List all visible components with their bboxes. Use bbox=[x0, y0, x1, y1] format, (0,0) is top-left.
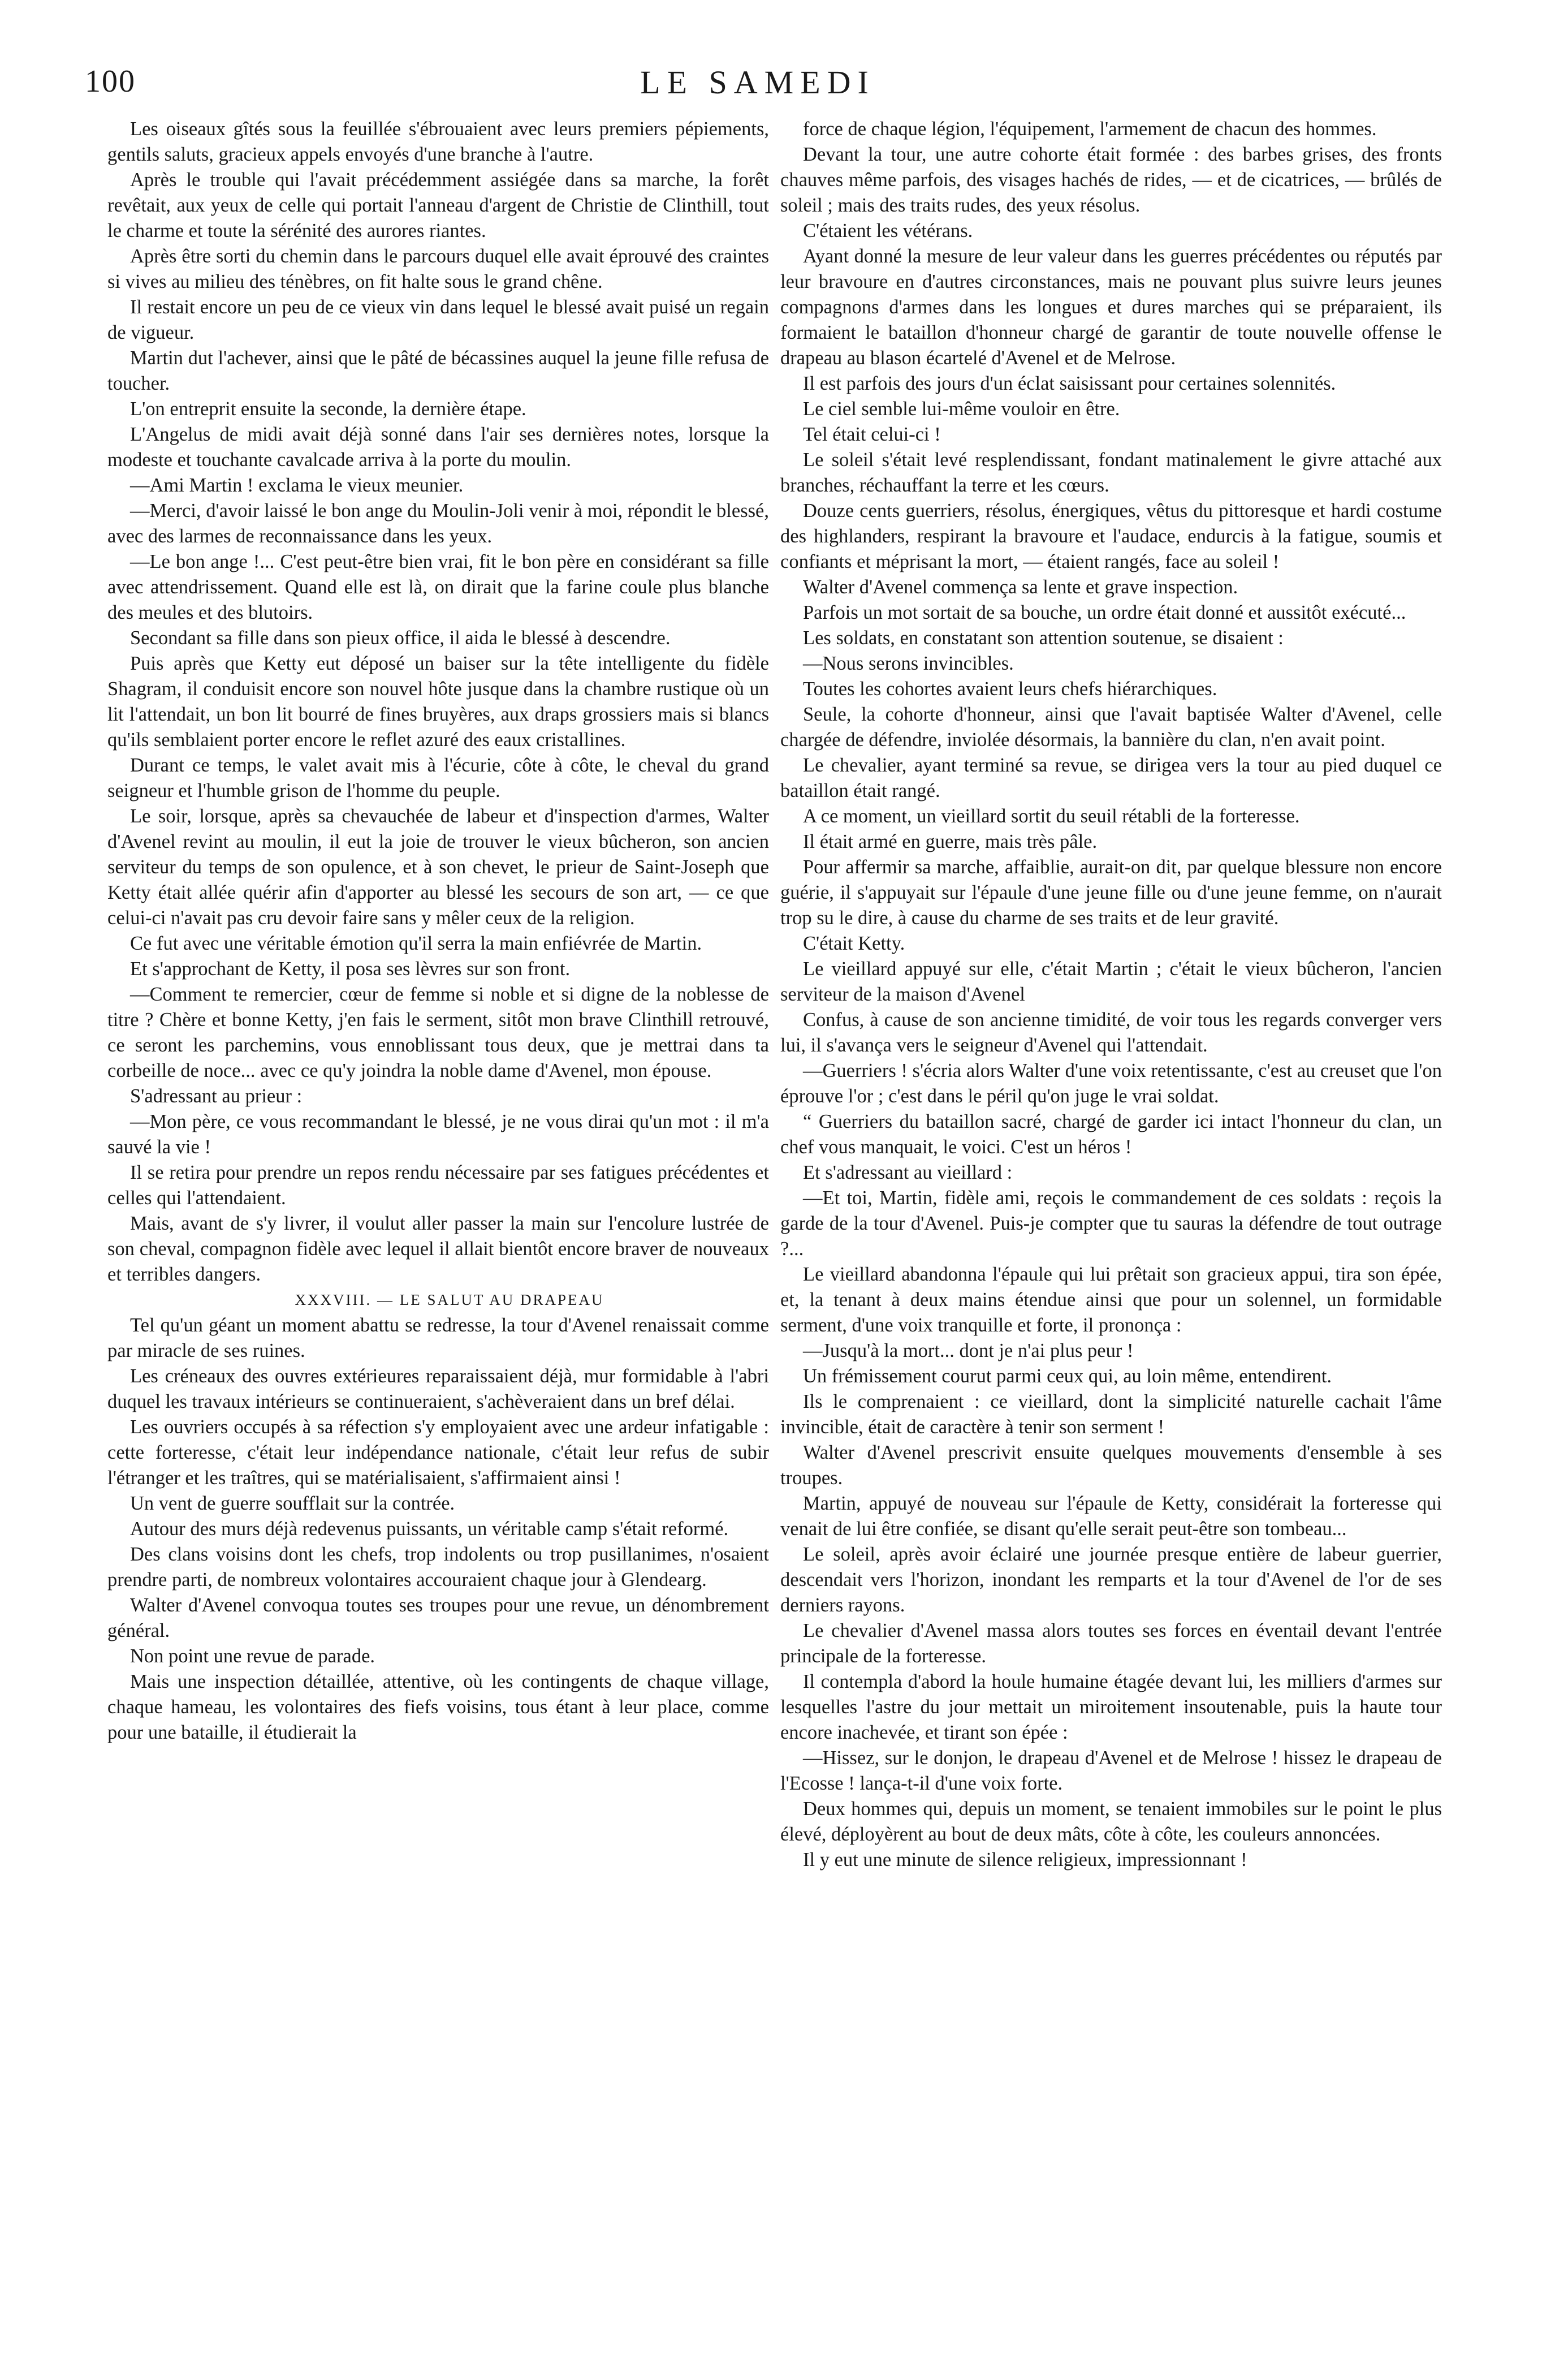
paragraph: Les créneaux des ouvres extérieures reparaissaient déjà, mur formidable à l'abri duquel les travaux intérieurs se continueraient, s'achèveraient dans un bref délai. bbox=[107, 1365, 769, 1412]
paragraph: Pour affermir sa marche, affaiblie, aurait-on dit, par quelque blessure non encore guérie, il s'appuyait sur l'épaule d'une jeune fille ou d'une jeune femme, on n'aurait trop su le dire, à cause du charme de ses traits et de leur gravité. bbox=[780, 856, 1442, 929]
paragraph: Le ciel semble lui-même vouloir en être. bbox=[803, 398, 1120, 420]
paragraph: L'on entreprit ensuite la seconde, la dernière étape. bbox=[130, 398, 526, 420]
paragraph: Devant la tour, une autre cohorte était formée : des barbes grises, des fronts chauves même parfois, des visages hachés de rides, — et de cicatrices, — brûlés de soleil ; mais des traits rudes, des yeux résolus. bbox=[780, 144, 1442, 216]
paragraph: Un vent de guerre soufflait sur la contrée. bbox=[130, 1493, 455, 1514]
paragraph: C'étaient les vétérans. bbox=[803, 220, 973, 242]
paragraph: Il était armé en guerre, mais très pâle. bbox=[803, 831, 1098, 852]
paragraph: Toutes les cohortes avaient leurs chefs hiérarchiques. bbox=[803, 678, 1217, 700]
paragraph: Il se retira pour prendre un repos rendu nécessaire par ses fatigues précédentes et celles qui l'attendaient. bbox=[107, 1162, 769, 1209]
chapter-heading: XXXVIII. — LE SALUT AU DRAPEAU bbox=[295, 1291, 604, 1308]
right-column bbox=[780, 117, 1442, 2311]
paragraph: —Et toi, Martin, fidèle ami, reçois le commandement de ces soldats : reçois la garde de la tour d'Avenel. Puis-je compter que tu sauras la défendre de tout outrage ?... bbox=[780, 1187, 1442, 1260]
page-number: 100 bbox=[85, 64, 136, 99]
paragraph: Seule, la cohorte d'honneur, ainsi que l'avait baptisée Walter d'Avenel, celle chargée de défendre, inviolée désormais, la bannière du clan, n'en avait point. bbox=[780, 704, 1442, 751]
paragraph: Douze cents guerriers, résolus, énergiques, vêtus du pittoresque et hardi costume des highlanders, respirant la bravoure et l'audace, endurcis à la fatigue, soumis et confiants et méprisant la mort, — étaient rangés, face au soleil ! bbox=[780, 500, 1442, 572]
paragraph: Tel était celui-ci ! bbox=[803, 424, 941, 445]
journal-title: LE SAMEDI bbox=[640, 64, 875, 101]
paragraph: Il y eut une minute de silence religieux, impressionnant ! bbox=[803, 1849, 1247, 1870]
paragraph: Et s'approchant de Ketty, il posa ses lèvres sur son front. bbox=[130, 958, 571, 980]
paragraph: Walter d'Avenel commença sa lente et grave inspection. bbox=[803, 576, 1238, 598]
paragraph: Ayant donné la mesure de leur valeur dans les guerres précédentes ou réputés par leur bravoure en d'autres circonstances, mais ne pouvant plus suivre leurs jeunes compagnons d'armes dans les longues et dures marches qui se préparaient, ils formaient le bataillon d'honneur chargé de garantir de toute nouvelle offense le drapeau au blason écartelé d'Avenel et de Melrose. bbox=[780, 245, 1442, 369]
paragraph: Mais une inspection détaillée, attentive, où les contingents de chaque village, chaque hameau, les volontaires des fiefs voisins, tous étant à leur place, comme pour une bataille, il étudierait la bbox=[107, 1671, 769, 1743]
paragraph: Martin dut l'achever, ainsi que le pâté de bécassines auquel la jeune fille refusa de toucher. bbox=[107, 347, 769, 394]
paragraph: Le soleil s'était levé resplendissant, fondant matinalement le givre attaché aux branches, réchauffant la terre et les cœurs. bbox=[780, 449, 1442, 496]
left-column-text-before bbox=[107, 117, 769, 1287]
paragraph: Deux hommes qui, depuis un moment, se tenaient immobiles sur le point le plus élevé, déployèrent au bout de deux mâts, côte à côte, les couleurs annoncées. bbox=[780, 1798, 1442, 1845]
paragraph: Le soir, lorsque, après sa chevauchée de labeur et d'inspection d'armes, Walter d'Avenel revint au moulin, il eut la joie de trouver le vieux bûcheron, son ancien serviteur du temps de son opulence, et à son chevet, le prieur de Saint-Joseph que Ketty était allée quérir afin d'apporter au blessé les secours de son art, — ce que celui-ci n'avait pas cru devoir faire sans y mêler ceux de la religion. bbox=[107, 805, 769, 929]
left-column bbox=[107, 117, 769, 2311]
paragraph: —Nous serons invincibles. bbox=[803, 653, 1014, 674]
paragraph: Et s'adressant au vieillard : bbox=[803, 1162, 1013, 1183]
paragraph: Il est parfois des jours d'un éclat saisissant pour certaines solennités. bbox=[803, 373, 1336, 394]
paragraph: —Comment te remercier, cœur de femme si noble et si digne de la noblesse de titre ? Chère et bonne Ketty, j'en fais le serment, sitôt mon brave Clinthill retrouvé, ce seront les parchemins, vous ennoblissant tous deux, que je mettrai dans ta corbeille de noce... avec ce qu'y joindra la noble dame d'Avenel, mon épouse. bbox=[107, 984, 769, 1081]
paragraph: Non point une revue de parade. bbox=[130, 1645, 375, 1667]
paragraph: “ Guerriers du bataillon sacré, chargé de garder ici intact l'honneur du clan, un chef vous manquait, le voici. C'est un héros ! bbox=[780, 1111, 1442, 1158]
paragraph: Secondant sa fille dans son pieux office, il aida le blessé à descendre. bbox=[130, 627, 671, 649]
paragraph: Un frémissement courut parmi ceux qui, au loin même, entendirent. bbox=[803, 1365, 1332, 1387]
paragraph: L'Angelus de midi avait déjà sonné dans l'air ses dernières notes, lorsque la modeste et touchante cavalcade arriva à la porte du moulin. bbox=[107, 424, 769, 471]
paragraph: Les soldats, en constatant son attention soutenue, se disaient : bbox=[803, 627, 1284, 649]
paragraph: force de chaque légion, l'équipement, l'armement de chacun des hommes. bbox=[803, 118, 1377, 140]
paragraph: Autour des murs déjà redevenus puissants, un véritable camp s'était reformé. bbox=[130, 1518, 729, 1540]
paragraph: Walter d'Avenel convoqua toutes ses troupes pour une revue, un dénombrement général. bbox=[107, 1594, 769, 1641]
paragraph: —Mon père, ce vous recommandant le blessé, je ne vous dirai qu'un mot : il m'a sauvé la vie ! bbox=[107, 1111, 769, 1158]
paragraph: Puis après que Ketty eut déposé un baiser sur la tête intelligente du fidèle Shagram, il conduisit encore son nouvel hôte jusque dans la chambre rustique où un lit l'attendait, un bon lit bourré de fines bruyères, aux draps grossiers mais si blancs qu'ils semblaient porter encore le reflet azuré des eaux cristallines. bbox=[107, 653, 769, 751]
paragraph: —Ami Martin ! exclama le vieux meunier. bbox=[130, 475, 464, 496]
left-column-text-after bbox=[107, 1313, 769, 1745]
paragraph: Martin, appuyé de nouveau sur l'épaule de Ketty, considérait la forteresse qui venait de lui être confiée, se disant qu'elle serait peut-être son tombeau... bbox=[780, 1493, 1442, 1540]
paragraph: Le chevalier d'Avenel massa alors toutes ses forces en éventail devant l'entrée principale de la forteresse. bbox=[780, 1620, 1442, 1667]
paragraph: Parfois un mot sortait de sa bouche, un ordre était donné et aussitôt exécuté... bbox=[803, 602, 1406, 623]
paragraph: —Le bon ange !... C'est peut-être bien vrai, fit le bon père en considérant sa fille avec attendrissement. Quand elle est là, on dirait que la farine coule plus blanche des meules et des blutoirs. bbox=[107, 551, 769, 623]
paragraph: A ce moment, un vieillard sortit du seuil rétabli de la forteresse. bbox=[803, 805, 1300, 827]
paragraph: S'adressant au prieur : bbox=[130, 1085, 303, 1107]
paragraph: Le chevalier, ayant terminé sa revue, se dirigea vers la tour au pied duquel ce bataillon était rangé. bbox=[780, 755, 1442, 801]
paragraph: Des clans voisins dont les chefs, trop indolents ou trop pusillanimes, n'osaient prendre parti, de nombreux volontaires accouraient chaque jour à Glendearg. bbox=[107, 1544, 769, 1591]
paragraph: Les oiseaux gîtés sous la feuillée s'ébrouaient avec leurs premiers pépiements, gentils saluts, gracieux appels envoyés d'une branche à l'autre. bbox=[107, 118, 769, 165]
paragraph: Le vieillard abandonna l'épaule qui lui prêtait son gracieux appui, tira son épée, et, la tenant à deux mains étendue ainsi que pour un solennel, un formidable serment, d'une voix tranquille et forte, il prononça : bbox=[780, 1264, 1442, 1336]
paragraph: Les ouvriers occupés à sa réfection s'y employaient avec une ardeur infatigable : cette forteresse, c'était leur indépendance nationale, c'était leur refus de subir l'étranger et les traîtres, qui se matérialisaient, s'affirmaient ainsi ! bbox=[107, 1416, 769, 1489]
paragraph: Le soleil, après avoir éclairé une journée presque entière de labeur guerrier, descendait vers l'horizon, inondant les remparts et la tour d'Avenel de l'or de ses derniers rayons. bbox=[780, 1544, 1442, 1616]
paragraph: —Jusqu'à la mort... dont je n'ai plus peur ! bbox=[803, 1340, 1134, 1361]
paragraph: Walter d'Avenel prescrivit ensuite quelques mouvements d'ensemble à ses troupes. bbox=[780, 1442, 1442, 1489]
paragraph: —Merci, d'avoir laissé le bon ange du Moulin-Joli venir à moi, répondit le blessé, avec des larmes de reconnaissance dans les yeux. bbox=[107, 500, 769, 547]
paragraph: Après être sorti du chemin dans le parcours duquel elle avait éprouvé des craintes si vives au milieu des ténèbres, on fit halte sous le grand chêne. bbox=[107, 245, 769, 292]
paragraph: Il restait encore un peu de ce vieux vin dans lequel le blessé avait puisé un regain de vigueur. bbox=[107, 296, 769, 343]
paragraph: Après le trouble qui l'avait précédemment assiégée dans sa marche, la forêt revêtait, aux yeux de celle qui portait l'anneau d'argent de Christie de Clinthill, tout le charme et toute la sérénité des aurores riantes. bbox=[107, 169, 769, 242]
paragraph: Durant ce temps, le valet avait mis à l'écurie, côte à côte, le cheval du grand seigneur et l'humble grison de l'homme du peuple. bbox=[107, 755, 769, 801]
paragraph: Il contempla d'abord la houle humaine étagée devant lui, les milliers d'armes sur lesquelles l'astre du jour mettait un miroitement insoutenable, puis la haute tour encore inachevée, et tirant son épée : bbox=[780, 1671, 1442, 1743]
paragraph: C'était Ketty. bbox=[803, 933, 905, 954]
paragraph: —Hissez, sur le donjon, le drapeau d'Avenel et de Melrose ! hissez le drapeau de l'Ecosse ! lança-t-il d'une voix forte. bbox=[780, 1747, 1442, 1794]
paragraph: —Guerriers ! s'écria alors Walter d'une voix retentissante, c'est au creuset que l'on éprouve l'or ; c'est dans le péril qu'on juge le vrai soldat. bbox=[780, 1060, 1442, 1107]
paragraph: Le vieillard appuyé sur elle, c'était Martin ; c'était le vieux bûcheron, l'ancien serviteur de la maison d'Avenel bbox=[780, 958, 1442, 1005]
paragraph: Mais, avant de s'y livrer, il voulut aller passer la main sur l'encolure lustrée de son cheval, compagnon fidèle avec lequel il allait bientôt encore braver de nouveaux et terribles dangers. bbox=[107, 1213, 769, 1285]
paragraph: Ce fut avec une véritable émotion qu'il serra la main enfiévrée de Martin. bbox=[130, 933, 702, 954]
page-header bbox=[85, 63, 1431, 109]
paragraph: Confus, à cause de son ancienne timidité, de voir tous les regards converger vers lui, il s'avança vers le seigneur d'Avenel qui l'attendait. bbox=[780, 1009, 1442, 1056]
paragraph: Ils le comprenaient : ce vieillard, dont la simplicité naturelle cachait l'âme invincible, était de caractère à tenir son serment ! bbox=[780, 1391, 1442, 1438]
right-column-text bbox=[780, 117, 1442, 1873]
paragraph: Tel qu'un géant un moment abattu se redresse, la tour d'Avenel renaissait comme par miracle de ses ruines. bbox=[107, 1314, 769, 1361]
